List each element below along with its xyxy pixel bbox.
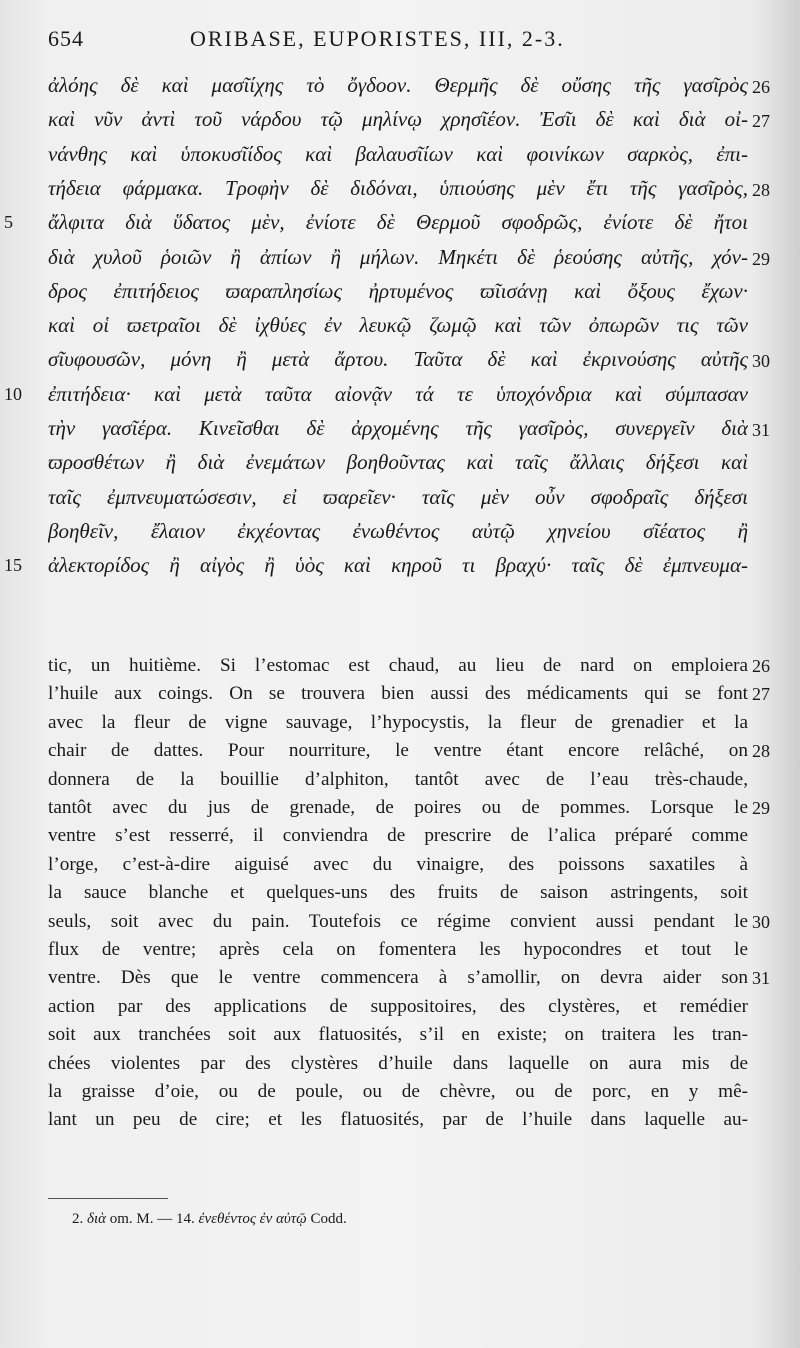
french-line: flux de ventre; après cela on fomentera les hypocondres et tout le	[48, 939, 748, 960]
french-line: action par des applications de suppositoires, des clystères, et remédier	[48, 995, 748, 1017]
page-number: 654	[48, 26, 84, 51]
french-line: tic, un huitième. Si l’estomac est chaud, au lieu de nard on emploiera	[48, 655, 748, 676]
section-number: 31	[752, 968, 770, 989]
french-line: la sauce blanche et quelques-uns des fruits de saison astringents, soit	[48, 882, 748, 904]
greek-line: τὴν γασῖέρα. Κινεῖσθαι δὲ ἀρχομένης τῆς γασῖρὸς, συνεργεῖν διὰ	[48, 416, 748, 440]
greek-line: σῖυφουσῶν, μόνη ἢ μετὰ ἄρτου. Ταῦτα δὲ καὶ ἐκρινούσης αὐτῆς	[48, 347, 748, 372]
french-line: ventre s’est resserré, il conviendra de prescrire de l’alica préparé comme	[48, 825, 748, 847]
footnote-note: Codd.	[310, 1211, 347, 1227]
greek-line: ϖροσθέτων ἢ διὰ ἐνεμάτων βοηθοῦντας καὶ ταῖς ἄλλαις δήξεσι καὶ	[48, 450, 748, 475]
running-title: ORIBASE, EUPORISTES, III, 2-3.	[190, 26, 565, 51]
section-number: 27	[752, 684, 770, 705]
greek-line: δρος ἐπιτήδειος ϖαραπλησίως ἠρτυμένος ϖῖισάνῃ καὶ ὄξους ἔχων·	[48, 278, 748, 303]
greek-line: καὶ νῦν ἀντὶ τοῦ νάρδου τῷ μηλίνῳ χρησῖέον. Ἐσῖι δὲ καὶ διὰ οἰ-	[48, 107, 748, 132]
section-number: 28	[752, 179, 770, 200]
greek-line: τήδεια φάρμακα. Τροφὴν δὲ διδόναι, ὑπιούσης μὲν ἔτι τῆς γασῖρὸς,	[48, 175, 748, 200]
section-number: 28	[752, 741, 770, 762]
footnote-note: om. M. —	[109, 1211, 173, 1227]
greek-line: νάνθης καὶ ὑποκυσῖίδος καὶ βαλαυσῖίων καὶ φοινίκων σαρκὸς, ἐπι-	[48, 141, 748, 166]
section-number: 31	[752, 420, 770, 440]
french-line: lant un peu de cire; et les flatuosités, par de l’huile dans laquelle au-	[48, 1109, 748, 1131]
section-number: 29	[752, 248, 770, 269]
greek-line: ἀλεκτορίδος ἢ αἰγὸς ἢ ὑὸς καὶ κηροῦ τι βραχύ· ταῖς δὲ ἐμπνευμα-	[48, 553, 748, 578]
greek-line: ταῖς ἐμπνευματώσεσιν, εἰ ϖαρεῖεν· ταῖς μὲν οὖν σφοδραῖς δήξεσι	[48, 484, 748, 509]
line-number: 15	[4, 555, 22, 576]
line-number: 5	[4, 212, 13, 233]
page-header	[48, 26, 748, 56]
footnote-lemma: διὰ	[87, 1211, 107, 1227]
greek-line: ἀλόης δὲ καὶ μασῖίχης τὸ ὄγδοον. Θερμῆς δὲ οὔσης τῆς γασῖρὸς	[48, 73, 748, 97]
footnote-ref: 14.	[176, 1211, 195, 1227]
footnote-ref: 2.	[72, 1211, 84, 1227]
greek-line: βοηθεῖν, ἔλαιον ἐκχέοντας ἐνωθέντος αὐτῷ χηνείου σῖέατος ἢ	[48, 518, 748, 543]
french-line: ventre. Dès que le ventre commencera à s’amollir, on devra aider son	[48, 967, 748, 989]
greek-line: καὶ οἱ ϖετραῖοι δὲ ἰχθύες ἐν λευκῷ ζωμῷ καὶ τῶν ὀπωρῶν τις τῶν	[48, 313, 748, 338]
french-line: soit aux tranchées soit aux flatuosités, s’il en existe; on traitera les tran-	[48, 1024, 748, 1046]
french-line: donnera de la bouillie d’alphiton, tantôt avec de l’eau très-chaude,	[48, 768, 748, 790]
section-number: 26	[752, 77, 770, 97]
section-number: 26	[752, 656, 770, 676]
section-number: 30	[752, 351, 770, 372]
greek-line: ἐπιτήδεια· καὶ μετὰ ταῦτα αἰονᾷν τά τε ὑποχόνδρια καὶ σύμπασαν	[48, 381, 748, 406]
greek-line: ἄλφιτα διὰ ὕδατος μὲν, ἐνίοτε δὲ Θερμοῦ σφοδρῶς, ἐνίοτε δὲ ἤτοι	[48, 210, 748, 235]
french-line: l’huile aux coings. On se trouvera bien aussi des médicaments qui se font	[48, 683, 748, 705]
french-line: chées violentes par des clystères d’huile dans laquelle on aura mis de	[48, 1052, 748, 1074]
french-line: chair de dattes. Pour nourriture, le ventre étant encore relâché, on	[48, 740, 748, 762]
line-number: 10	[4, 383, 22, 404]
footnote-rule	[48, 1198, 168, 1199]
french-line: tantôt avec du jus de grenade, de poires ou de pommes. Lorsque le	[48, 797, 748, 818]
footnote	[72, 1208, 347, 1230]
greek-line: διὰ χυλοῦ ῥοιῶν ἢ ἀπίων ἢ μήλων. Μηκέτι δὲ ῥεούσης αὐτῆς, χόν-	[48, 244, 748, 269]
section-number: 27	[752, 111, 770, 132]
french-line: avec la fleur de vigne sauvage, l’hypocystis, la fleur de grenadier et la	[48, 711, 748, 733]
french-line: seuls, soit avec du pain. Toutefois ce régime convient aussi pendant le	[48, 910, 748, 932]
french-line: l’orge, c’est-à-dire aiguisé avec du vinaigre, des poissons saxatiles à	[48, 853, 748, 875]
section-number: 29	[752, 798, 770, 818]
french-line: la graisse d’oie, ou de poule, ou de chèvre, ou de porc, en y mê-	[48, 1081, 748, 1102]
footnote-lemma: ἐνεθέντος ἐν αὐτῷ	[198, 1211, 307, 1227]
section-number: 30	[752, 911, 770, 932]
